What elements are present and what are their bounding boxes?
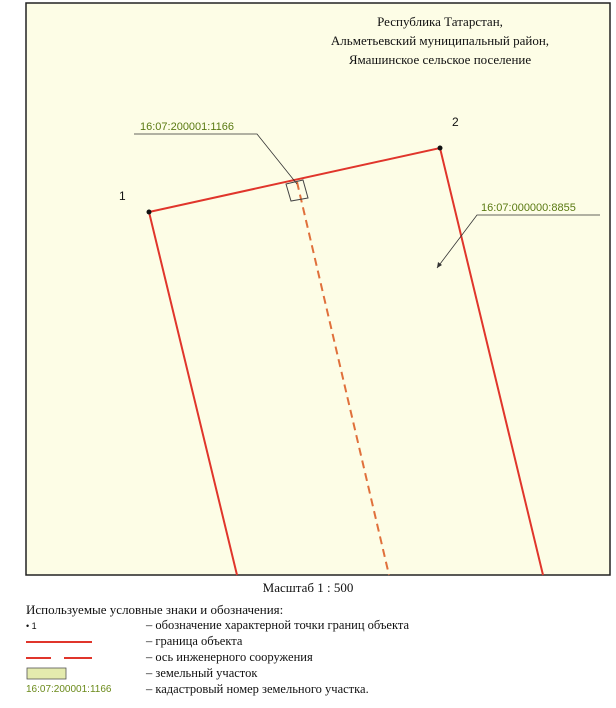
- cadastral-label-1166: 16:07:200001:1166: [140, 121, 234, 133]
- boundary-line-symbol: [26, 634, 116, 650]
- cadastral-number-symbol: 16:07:200001:1166: [26, 684, 112, 695]
- cadastral-label-8855: 16:07:000000:8855: [481, 202, 576, 214]
- point-symbol: • 1: [26, 621, 37, 631]
- legend-item-land-plot: – земельный участок: [26, 666, 606, 682]
- map-scale: Масштаб 1 : 500: [262, 580, 354, 595]
- point-2-marker: [438, 146, 443, 151]
- land-plot-symbol: [26, 666, 116, 682]
- address-line: Республика Татарстан,: [377, 14, 503, 29]
- point-2-label: 2: [452, 115, 459, 129]
- address-line: Альметьевский муниципальный район,: [330, 33, 550, 48]
- legend-item-point: • 1 – обозначение характерной точки границ объекта: [26, 618, 410, 632]
- axis-dash-symbol: [26, 650, 116, 666]
- legend-title: Используемые условные знаки и обозначения:: [26, 602, 284, 617]
- legend-item-boundary: – граница объекта: [26, 634, 606, 650]
- point-1-label: 1: [119, 189, 126, 203]
- legend-item-cadastral-number: 16:07:200001:1166 – кадастровый номер земельного участка.: [26, 682, 606, 698]
- address-block: [290, 12, 590, 69]
- address-line: Ямашинское сельское поселение: [348, 52, 532, 67]
- legend-item-axis: – ось инженерного сооружения: [26, 650, 606, 666]
- point-1-marker: [147, 210, 152, 215]
